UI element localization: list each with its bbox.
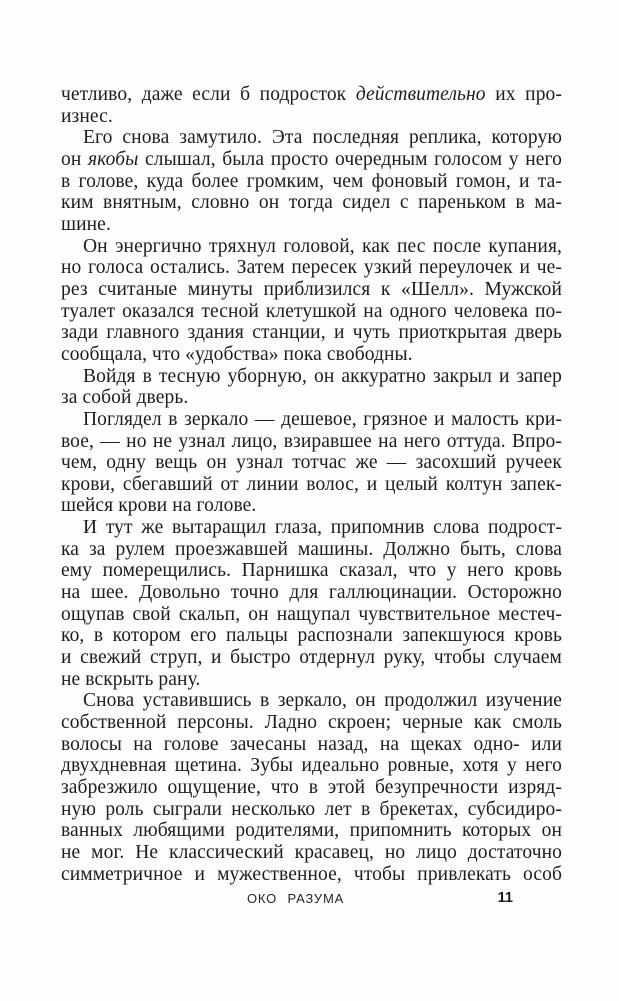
text-line: Войдя в тесную уборную, он аккуратно закрыл и запер [83,365,562,387]
text-line: ко, в котором его пальцы распознали запекшуюся кровь [61,625,562,647]
running-title: ОКО РАЗУМА [247,891,345,906]
text-line: собственной персоны. Ладно скроен; черные как смоль [61,712,562,734]
text-line: Он энергично тряхнул головой, как пес после купания, [83,235,562,257]
text-line: не вскрыть рану. [61,668,201,690]
text-line: ким внятным, словно он тогда сидел с пареньком в ма- [61,192,562,214]
text-line: чем, одну вещь он узнал тотчас же — засохший ручеек [61,452,562,474]
paragraph [61,127,562,235]
paragraph [61,366,562,409]
paragraph [61,236,562,366]
text-line: симметричное и мужественное, чтобы привлекать особ [61,863,562,885]
text-line: И тут же вытаращил глаза, припомнив слова подрост- [83,517,562,539]
text-line: Поглядел в зеркало — дешевое, грязное и малость кри- [83,408,562,430]
text-line: ему померещились. Парнишка сказал, что у него кровь [61,560,562,582]
paragraph [61,84,562,127]
text-line: но голоса остались. Затем пересек узкий переулочек и че- [61,257,562,279]
text-line: крови, сбегавший от линии волос, и целый колтун запек- [61,473,562,495]
text-line: и свежий струп, и быстро отдернул руку, чтобы случаем [61,647,562,669]
text-line: ную роль сыграли несколько лет в брекетах, субсидиро- [61,798,562,820]
paragraph [61,409,562,517]
text-line: ощупав свой скальп, он нащупал чувствительное местеч- [61,603,562,625]
text-line: волосы на голове зачесаны назад, на щеках одно- или [61,733,562,755]
text-line: рез считаные минуты приблизился к «Шелл». Мужской [61,278,562,300]
text-line: ванных любящими родителями, припомнить которых он [61,820,562,842]
text-line: изнес. [61,105,113,127]
text-line: туалет оказался тесной клетушкой на одного человека по- [61,300,562,322]
text-line: в голове, куда более громким, чем фоновый гомон, и та- [61,170,562,192]
paragraph [61,517,562,690]
text-line: двухдневная щетина. Зубы идеально ровные, хотя у него [61,755,562,777]
text-line: ка за рулем проезжавшей машины. Должно быть, слова [61,538,562,560]
text-line: сообщала, что «удобства» пока свободны. [61,343,413,365]
text-line: шейся крови на голове. [61,495,257,517]
text-line: забрезжило ощущение, что в этой безупречности изряд- [61,777,562,798]
paragraph [61,690,562,885]
page-number: 11 [497,890,513,906]
text-line: он якобы слышал, была просто очередным голосом у него [61,148,562,170]
page-footer [0,891,619,909]
page-text [61,84,562,885]
text-line: за собой дверь. [61,387,189,409]
text-line: не мог. Не классический красавец, но лицо достаточно [61,841,562,863]
text-line: Снова уставившись в зеркало, он продолжил изучение [83,690,562,712]
text-line: четливо, даже если б подросток действительно их про- [61,84,562,105]
text-line: вое, — но не узнал лицо, взиравшее на него оттуда. Впро- [61,430,562,452]
text-line: зади главного здания станции, и чуть приоткрытая дверь [61,322,562,344]
text-line: шине. [61,213,111,235]
text-line: Его снова замутило. Эта последняя реплика, которую [83,127,562,149]
text-line: на шее. Довольно точно для галлюцинации. Осторожно [61,582,562,604]
